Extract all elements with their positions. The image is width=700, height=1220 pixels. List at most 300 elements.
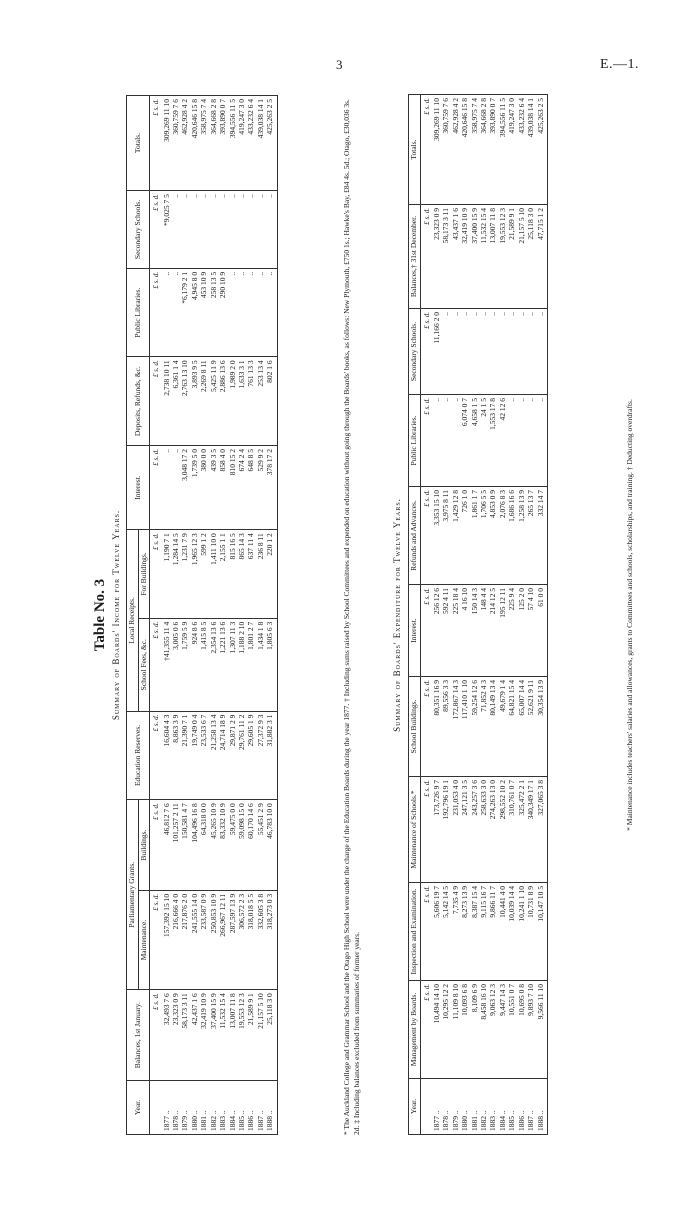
amount-cell: 6,074 0 7 [460, 395, 469, 487]
amount-cell: 358,975 7 4 [470, 95, 479, 205]
amount-cell: 23,533 6 7 [199, 711, 208, 800]
amount-cell: 241,555 14 0 [190, 890, 199, 989]
amount-cell: 2,763 13 10 [180, 357, 189, 446]
amount-cell: 9,866 11 7 [488, 883, 497, 981]
amount-cell: 10,093 6 8 [460, 981, 469, 1079]
amount-cell: 258,633 3 0 [479, 777, 488, 883]
amount-cell: 42 12 6 [498, 395, 507, 487]
amount-cell: 243,257 3 6 [470, 777, 479, 883]
col-header-year: Year. [409, 1079, 421, 1135]
amount-cell: *9,025 7 5 [162, 191, 171, 269]
unit-cell: £ s. d. [420, 205, 432, 309]
amount-cell: 327,065 3 8 [536, 777, 548, 883]
amount-cell: 55,451 2 9 [256, 800, 265, 891]
amount-cell: 80,351 16 9 [432, 677, 441, 777]
amount-cell: 462,928 4 2 [180, 96, 189, 191]
amount-cell: 225 9 4 [507, 585, 516, 677]
amount-cell: 1,633 3 1 [237, 357, 246, 446]
amount-cell: 71,852 4 3 [479, 677, 488, 777]
year-cell: 1880 .. [460, 1079, 469, 1135]
amount-cell: .. [171, 191, 180, 269]
amount-cell: 157,392 15 10 [162, 890, 171, 989]
amount-cell: 253 13 4 [256, 357, 265, 446]
amount-cell: 13,007 11 8 [228, 990, 237, 1081]
amount-cell: .. [246, 268, 255, 357]
amount-cell: 529 9 2 [256, 445, 265, 529]
amount-cell: 924 8 6 [190, 618, 199, 711]
year-cell: 1887 .. [256, 1081, 265, 1135]
amount-cell: 11,532 15 4 [479, 205, 488, 309]
amount-cell: 1,188 2 10 [237, 618, 246, 711]
amount-cell: 9,063 12 3 [488, 981, 497, 1079]
amount-cell: .. [256, 268, 265, 357]
amount-cell: 59,254 12 6 [470, 677, 479, 777]
col-header-inspection: Inspection and Examination. [409, 883, 421, 981]
amount-cell: 58,173 3 11 [441, 205, 450, 309]
amount-cell: 1,231 7 9 [180, 530, 189, 619]
amount-cell: 16,604 4 3 [162, 711, 171, 800]
amount-cell: 46,812 7 6 [162, 800, 171, 891]
amount-cell: 11,109 8 10 [451, 981, 460, 1079]
amount-cell: 462,928 4 2 [451, 95, 460, 205]
amount-cell: 29,871 2 9 [228, 711, 237, 800]
col-header-public-libraries: Public Libraries. [409, 395, 421, 487]
amount-cell: 19,553 12 3 [498, 205, 507, 309]
table-row [507, 95, 516, 1135]
amount-cell: 10,039 14 4 [507, 883, 516, 981]
col-header-parliamentary-grants: Parliamentary Grants. [127, 800, 139, 990]
amount-cell: 25,118 3 0 [265, 990, 277, 1081]
amount-cell: 10,441 4 0 [498, 883, 507, 981]
amount-cell: .. [209, 191, 218, 269]
amount-cell: .. [507, 309, 516, 395]
income-footnote: * The Auckland College and Grammar School and the Otago High School were under the charge of the Education Boards during the year 1877. † Including sums raised by School Committees and expended on education without going through the Boards' books, as follows: New Plymouth, £750 1s.; Hawke's Bay, £84 4s. 5d.; Otago, £30,036 3s. 2d. ‡ Including balances excluded from summaries of former years. [342, 99, 361, 1135]
amount-cell: 1,258 13 9 [517, 487, 526, 585]
amount-cell: 45,265 10 9 [209, 800, 218, 891]
amount-cell: 364,668 2 8 [209, 96, 218, 191]
unit-cell: £ s. d. [150, 268, 162, 357]
amount-cell: 310,761 0 7 [507, 777, 516, 883]
col-header-year: Year. [127, 1081, 150, 1135]
col-header-secondary-schools: Secondary Schools. [409, 309, 421, 395]
amount-cell: 148 4 4 [479, 585, 488, 677]
document-reference: E.—1. [600, 57, 640, 72]
amount-cell: 1,965 12 3 [190, 530, 199, 619]
amount-cell: 2,076 8 3 [498, 487, 507, 585]
amount-cell: 117,410 1 10 [460, 677, 469, 777]
amount-cell: 394,556 11 5 [228, 96, 237, 191]
table-row [199, 96, 208, 1135]
amount-cell: 101,257 2 11 [171, 800, 180, 891]
unit-cell: £ s. d. [150, 445, 162, 529]
col-header-interest: Interest. [409, 585, 421, 677]
col-header-management: Management by Boards. [409, 981, 421, 1079]
table-row [256, 96, 265, 1135]
amount-cell: 4 16 10 [460, 585, 469, 677]
amount-cell: 24,714 18 9 [218, 711, 227, 800]
year-cell: 1885 .. [237, 1081, 246, 1135]
amount-cell: .. [265, 191, 277, 269]
year-cell: 1877 .. [432, 1079, 441, 1135]
table-row [162, 96, 171, 1135]
amount-cell: .. [536, 395, 548, 487]
amount-cell: 1,284 14 5 [171, 530, 180, 619]
amount-cell: 256 12 6 [432, 585, 441, 677]
amount-cell: 810 15 2 [228, 445, 237, 529]
amount-cell: 104,496 16 8 [190, 800, 199, 891]
rotated-page-content [90, 65, 670, 1135]
amount-cell: 214 12 5 [488, 585, 497, 677]
amount-cell: 195 12 11 [498, 585, 507, 677]
income-summary-title: Summary of Boards' Income for Twelve Years. [111, 509, 121, 721]
year-cell: 1883 .. [218, 1081, 227, 1135]
table-row [470, 95, 479, 1135]
year-cell: 1881 .. [470, 1079, 479, 1135]
table-row [171, 96, 180, 1135]
amount-cell: 3,048 17 2 [180, 445, 189, 529]
amount-cell: 21,157 5 10 [517, 205, 526, 309]
amount-cell: 220 1 2 [265, 530, 277, 619]
amount-cell: 309,269 11 10 [432, 95, 441, 205]
amount-cell: 11,166 2 0 [432, 309, 441, 395]
table-row [190, 96, 199, 1135]
amount-cell: 1,805 6 3 [265, 618, 277, 711]
year-cell: 1882 .. [479, 1079, 488, 1135]
amount-cell: 125 2 0 [517, 585, 526, 677]
amount-cell: 52,621 9 11 [526, 677, 535, 777]
amount-cell: †41,355 11 4 [162, 618, 171, 711]
unit-cell: £ s. d. [420, 585, 432, 677]
amount-cell: 233,587 0 9 [199, 890, 208, 989]
amount-cell: 11,532 15 4 [218, 990, 227, 1081]
col-header-interest: Interest. [127, 445, 150, 529]
amount-cell: 31,882 3 1 [265, 711, 277, 800]
unit-cell: £ s. d. [420, 395, 432, 487]
amount-cell: 60,170 14 6 [246, 800, 255, 891]
year-cell: 1888 .. [536, 1079, 548, 1135]
col-header-totals: Totals. [127, 96, 150, 191]
amount-cell: .. [228, 268, 237, 357]
amount-cell: 325,472 2 1 [517, 777, 526, 883]
table-row [237, 96, 246, 1135]
col-header-local-receipts: Local Receipts. [127, 530, 139, 711]
amount-cell: 1,739 5 0 [190, 445, 199, 529]
amount-cell: 61 0 0 [536, 585, 548, 677]
unit-cell: £ s. d. [150, 990, 162, 1081]
amount-cell: 318,018 5 5 [246, 890, 255, 989]
amount-cell: 59,475 0 0 [228, 800, 237, 891]
amount-cell: 1,434 1 8 [256, 618, 265, 711]
amount-cell: 10,731 8 9 [526, 883, 535, 981]
amount-cell: 815 16 5 [228, 530, 237, 619]
amount-cell: 393,890 0 7 [488, 95, 497, 205]
table-row [517, 95, 526, 1135]
unit-cell [150, 1081, 162, 1135]
year-cell: 1885 .. [507, 1079, 516, 1135]
amount-cell: .. [517, 309, 526, 395]
amount-cell: .. [517, 395, 526, 487]
amount-cell: 726 1 0 [460, 487, 469, 585]
amount-cell: 150,581 4 7 [180, 800, 189, 891]
amount-cell: 1,861 1 7 [470, 487, 479, 585]
col-header-totals: Totals. [409, 95, 421, 205]
amount-cell: 27,372 9 3 [256, 711, 265, 800]
amount-cell: 393,890 0 7 [218, 96, 227, 191]
amount-cell: 4,658 1 5 [470, 395, 479, 487]
amount-cell: .. [451, 309, 460, 395]
table-row [180, 96, 189, 1135]
amount-cell: 358,975 7 4 [199, 96, 208, 191]
amount-cell: 439,038 14 1 [256, 96, 265, 191]
col-header-balances: Balances, 1st January. [127, 990, 150, 1081]
amount-cell: .. [171, 268, 180, 357]
unit-cell: £ s. d. [420, 487, 432, 585]
col-header-maintenance-of-schools: Maintenance of Schools.* [409, 777, 421, 883]
expenditure-summary-title: Summary of Boards' Expenditure for Twelve Years. [392, 498, 402, 732]
amount-cell: 453 10 9 [199, 268, 208, 357]
amount-cell: 3,353 15 10 [432, 487, 441, 585]
amount-cell: 19,553 12 3 [237, 990, 246, 1081]
amount-cell: .. [507, 395, 516, 487]
amount-cell: .. [498, 309, 507, 395]
amount-cell: 32,419 10 9 [460, 205, 469, 309]
amount-cell: 21,157 5 10 [256, 990, 265, 1081]
amount-cell: 364,668 2 8 [479, 95, 488, 205]
amount-cell: 8,458 16 10 [479, 981, 488, 1079]
table-row [441, 95, 450, 1135]
amount-cell: 378 17 2 [265, 445, 277, 529]
amount-cell: 236 8 11 [256, 530, 265, 619]
unit-cell: £ s. d. [150, 890, 162, 989]
col-header-refunds: Refunds and Advances. [409, 487, 421, 585]
amount-cell: 274,263 13 0 [488, 777, 497, 883]
year-cell: 1881 .. [199, 1081, 208, 1135]
amount-cell: 420,646 15 8 [190, 96, 199, 191]
table-row [265, 96, 277, 1135]
amount-cell: 266,967 12 11 [218, 890, 227, 989]
amount-cell: 1,307 11 3 [228, 618, 237, 711]
amount-cell: 425,263 2 5 [536, 95, 548, 205]
amount-cell: 1,429 12 8 [451, 487, 460, 585]
year-cell: 1878 .. [171, 1081, 180, 1135]
amount-cell: 9,115 16 7 [479, 883, 488, 981]
amount-cell: 858 4 0 [218, 445, 227, 529]
amount-cell: 4,945 8 0 [190, 268, 199, 357]
year-cell: 1886 .. [517, 1079, 526, 1135]
amount-cell: 433,232 6 4 [517, 95, 526, 205]
unit-cell: £ s. d. [150, 530, 162, 619]
amount-cell: .. [470, 309, 479, 395]
year-cell: 1880 .. [190, 1081, 199, 1135]
amount-cell: .. [479, 309, 488, 395]
amount-cell: 47,715 1 2 [536, 205, 548, 309]
amount-cell: 3,975 8 11 [441, 487, 450, 585]
amount-cell: 394,556 11 5 [498, 95, 507, 205]
units-row [150, 96, 162, 1135]
year-cell: 1883 .. [488, 1079, 497, 1135]
amount-cell: .. [237, 268, 246, 357]
amount-cell: 8,109 6 9 [470, 981, 479, 1079]
amount-cell: 425,263 2 5 [265, 96, 277, 191]
unit-cell: £ s. d. [150, 96, 162, 191]
year-cell: 1882 .. [209, 1081, 218, 1135]
amount-cell: 360,759 7 6 [171, 96, 180, 191]
amount-cell: 64,821 15 4 [507, 677, 516, 777]
unit-cell: £ s. d. [150, 357, 162, 446]
amount-cell: 380 0 0 [199, 445, 208, 529]
amount-cell: 80,149 13 4 [488, 677, 497, 777]
income-table-body [150, 96, 277, 1135]
amount-cell: 2,738 10 11 [162, 357, 171, 446]
amount-cell: .. [218, 191, 227, 269]
amount-cell: 231,053 4 0 [451, 777, 460, 883]
col-header-for-buildings: For Buildings. [138, 530, 150, 619]
amount-cell: .. [488, 309, 497, 395]
amount-cell: 637 11 4 [246, 530, 255, 619]
amount-cell: 225 18 4 [451, 585, 460, 677]
table-row [536, 95, 548, 1135]
amount-cell: .. [451, 395, 460, 487]
amount-cell: 318,273 0 3 [265, 890, 277, 989]
amount-cell: 10,551 0 7 [507, 981, 516, 1079]
amount-cell: 29,761 11 2 [237, 711, 246, 800]
amount-cell: 43,437 1 6 [451, 205, 460, 309]
table-number-heading: Table No. 3 [92, 578, 108, 652]
amount-cell: 30,354 13 9 [536, 677, 548, 777]
amount-cell: 7,735 4 9 [451, 883, 460, 981]
amount-cell: .. [237, 191, 246, 269]
amount-cell: *6,179 2 1 [180, 268, 189, 357]
year-cell: 1887 .. [526, 1079, 535, 1135]
amount-cell: 172,867 14 3 [451, 677, 460, 777]
amount-cell: 89,556 3 3 [441, 677, 450, 777]
amount-cell: 21,258 13 4 [209, 711, 218, 800]
amount-cell: 37,400 15 9 [470, 205, 479, 309]
amount-cell: 216,666 4 0 [171, 890, 180, 989]
amount-cell: 37,400 15 9 [209, 990, 218, 1081]
amount-cell: 19,749 0 4 [190, 711, 199, 800]
unit-cell: £ s. d. [150, 618, 162, 711]
amount-cell: 420,646 15 8 [460, 95, 469, 205]
table-row [451, 95, 460, 1135]
amount-cell: 309,269 11 10 [162, 96, 171, 191]
amount-cell: 332,605 3 8 [256, 890, 265, 989]
table-row [460, 95, 469, 1135]
amount-cell: 2,886 13 6 [218, 357, 227, 446]
amount-cell: 265 13 7 [526, 487, 535, 585]
amount-cell: 83,332 10 9 [218, 800, 227, 891]
col-header-public-libraries: Public Libraries. [127, 268, 150, 357]
unit-cell: £ s. d. [420, 95, 432, 205]
amount-cell: 65,007 14 4 [517, 677, 526, 777]
amount-cell: 1,221 13 6 [218, 618, 227, 711]
amount-cell: 802 1 6 [265, 357, 277, 446]
table-row [479, 95, 488, 1135]
amount-cell: 360,759 7 6 [441, 95, 450, 205]
table-row [498, 95, 507, 1135]
amount-cell: 306,572 2 3 [237, 890, 246, 989]
income-table [126, 95, 278, 1135]
amount-cell: 648 8 5 [246, 445, 255, 529]
amount-cell: 433,232 6 4 [246, 96, 255, 191]
amount-cell: 287,597 13 9 [228, 890, 237, 989]
amount-cell: 21,589 9 1 [246, 990, 255, 1081]
amount-cell: 247,121 3 5 [460, 777, 469, 883]
page-number: 3 [336, 57, 343, 72]
unit-cell: £ s. d. [420, 777, 432, 883]
amount-cell: 49,679 1 4 [498, 677, 507, 777]
year-cell: 1879 .. [180, 1081, 189, 1135]
amount-cell: 9,447 14 3 [498, 981, 507, 1079]
amount-cell: 2,354 13 6 [209, 618, 218, 711]
year-cell: 1884 .. [498, 1079, 507, 1135]
amount-cell: 59,098 15 0 [237, 800, 246, 891]
col-header-buildings: Buildings. [138, 800, 150, 891]
table-row [526, 95, 535, 1135]
amount-cell: .. [256, 191, 265, 269]
amount-cell: 419,247 3 0 [507, 95, 516, 205]
amount-cell: .. [536, 309, 548, 395]
amount-cell: 1,553 17 8 [488, 395, 497, 487]
amount-cell: .. [190, 191, 199, 269]
unit-cell: £ s. d. [420, 981, 432, 1079]
amount-cell: 24 1 5 [479, 395, 488, 487]
amount-cell: 3,893 9 5 [190, 357, 199, 446]
expenditure-table [408, 94, 548, 1135]
amount-cell: 439 3 5 [209, 445, 218, 529]
amount-cell: 250,853 10 9 [209, 890, 218, 989]
amount-cell: 23,323 0 9 [432, 205, 441, 309]
expenditure-table-body [420, 95, 547, 1135]
amount-cell: 42,437 1 6 [190, 990, 199, 1081]
amount-cell: 8,273 13 9 [460, 883, 469, 981]
amount-cell: 8,863 3 9 [171, 711, 180, 800]
amount-cell: 419,247 3 0 [237, 96, 246, 191]
amount-cell: 10,147 10 5 [536, 883, 548, 981]
amount-cell: .. [526, 309, 535, 395]
amount-cell: 674 2 4 [237, 445, 246, 529]
year-cell: 1879 .. [451, 1079, 460, 1135]
expenditure-footnote: * Maintenance includes teachers' salaries and allowances, grants to Committees and schools, scholarships, and training. † Deducting overdrafts. [625, 399, 634, 831]
amount-cell: 2,269 8 11 [199, 357, 208, 446]
table-row [488, 95, 497, 1135]
unit-cell [420, 1079, 432, 1135]
amount-cell: 46,783 10 0 [265, 800, 277, 891]
amount-cell: 332 14 7 [536, 487, 548, 585]
amount-cell: 3,005 0 6 [171, 618, 180, 711]
amount-cell: .. [228, 191, 237, 269]
amount-cell: 173,726 9 7 [432, 777, 441, 883]
amount-cell: 10,695 0 8 [517, 981, 526, 1079]
amount-cell: 25,118 3 0 [526, 205, 535, 309]
year-cell: 1878 .. [441, 1079, 450, 1135]
amount-cell: .. [441, 395, 450, 487]
year-cell: 1884 .. [228, 1081, 237, 1135]
amount-cell: 29,605 1 9 [246, 711, 255, 800]
amount-cell: .. [162, 445, 171, 529]
col-header-secondary-schools: Secondary Schools. [127, 191, 150, 269]
amount-cell: .. [171, 445, 180, 529]
amount-cell: 258 13 5 [209, 268, 218, 357]
amount-cell: 439,038 14 1 [526, 95, 535, 205]
amount-cell: 32,419 10 9 [199, 990, 208, 1081]
amount-cell: 5,142 14 5 [441, 883, 450, 981]
amount-cell: 1,190 7 1 [162, 530, 171, 619]
amount-cell: 1,411 10 0 [209, 530, 218, 619]
table-row [246, 96, 255, 1135]
amount-cell: 21,589 9 1 [507, 205, 516, 309]
table-row [209, 96, 218, 1135]
